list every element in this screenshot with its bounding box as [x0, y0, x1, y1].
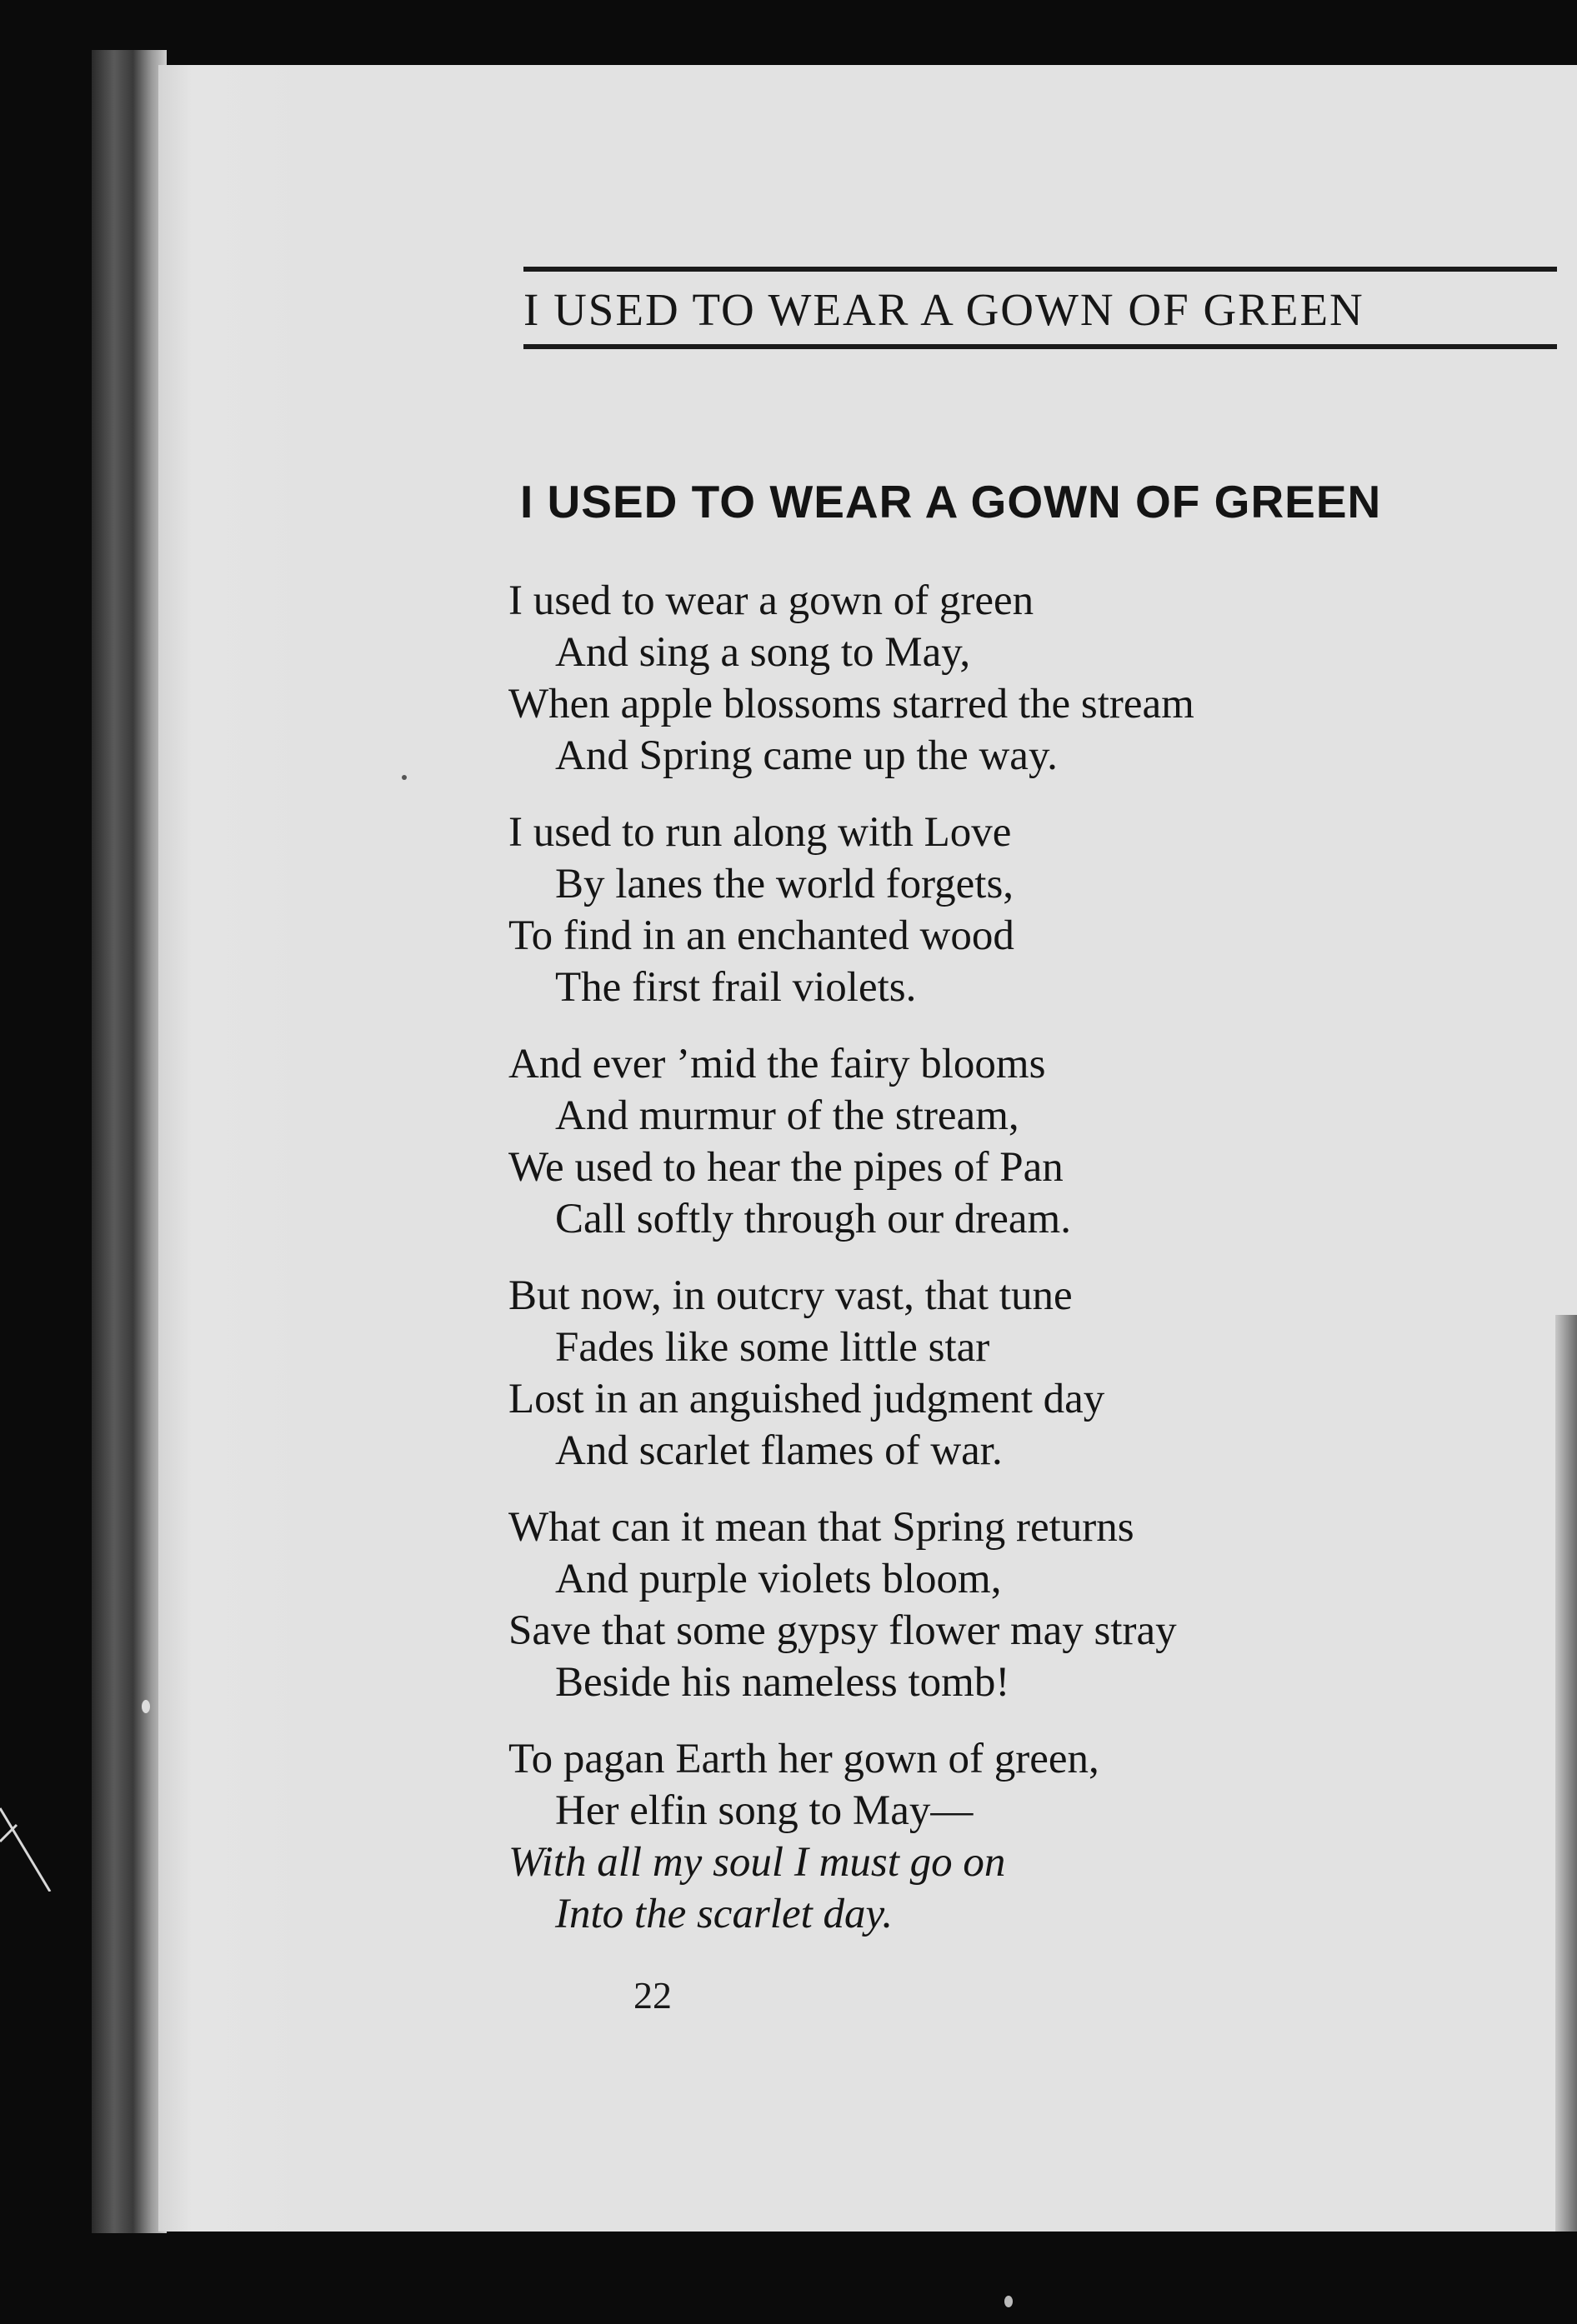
poem-line: Call softly through our dream. [555, 1196, 1071, 1242]
poem-stanza [508, 575, 1425, 782]
poem-stanza [508, 807, 1425, 1013]
poem-line: And purple violets bloom, [555, 1556, 1002, 1602]
film-speck [142, 1700, 150, 1713]
page-number: 22 [633, 1974, 672, 2017]
poem-line: Into the scarlet day. [555, 1891, 894, 1937]
poem-stanza [508, 1733, 1425, 1940]
poem-line: And ever ’mid the fairy blooms [508, 1041, 1046, 1087]
poem-line: But now, in outcry vast, that tune [508, 1272, 1073, 1319]
film-scratch-mark [0, 1792, 67, 1892]
poem-stanza [508, 1502, 1425, 1708]
poem-stanza [508, 1038, 1425, 1245]
film-speck [1004, 2296, 1013, 2307]
poem-line: To find in an enchanted wood [508, 912, 1014, 959]
poem-stanza [508, 1270, 1425, 1477]
poem-line: I used to wear a gown of green [508, 577, 1034, 624]
poem-line: Lost in an anguished judgment day [508, 1376, 1105, 1422]
poem-line: What can it mean that Spring returns [508, 1504, 1134, 1551]
running-head-text: I USED TO WEAR A GOWN OF GREEN [523, 284, 1364, 335]
page-edge-shadow [1555, 1315, 1577, 2232]
poem-line: And Spring came up the way. [555, 732, 1058, 779]
poem-line: Her elfin song to May— [555, 1787, 974, 1834]
poem-line: By lanes the world forgets, [555, 861, 1014, 907]
poem-line: Save that some gypsy flower may stray [508, 1607, 1177, 1654]
poem-line: With all my soul I must go on [508, 1839, 1006, 1886]
poem-line: We used to hear the pipes of Pan [508, 1144, 1064, 1191]
poem-line: To pagan Earth her gown of green, [508, 1736, 1099, 1782]
poem-line: The first frail violets. [555, 964, 917, 1011]
poem-line: When apple blossoms starred the stream [508, 681, 1194, 727]
poem-line: I used to run along with Love [508, 809, 1012, 856]
running-header [523, 267, 1557, 349]
poem-line: And scarlet flames of war. [555, 1427, 1003, 1474]
poem-line: And murmur of the stream, [555, 1092, 1019, 1139]
book-spine [92, 50, 167, 2233]
poem-line: Beside his nameless tomb! [555, 1659, 1010, 1706]
poem-line: And sing a song to May, [555, 629, 971, 676]
poem-line: Fades like some little star [555, 1324, 990, 1371]
header-bottom-rule [523, 344, 1557, 349]
poem-body [508, 575, 1425, 1965]
poem-title: I USED TO WEAR A GOWN OF GREEN [520, 476, 1382, 527]
film-speck [402, 775, 407, 780]
